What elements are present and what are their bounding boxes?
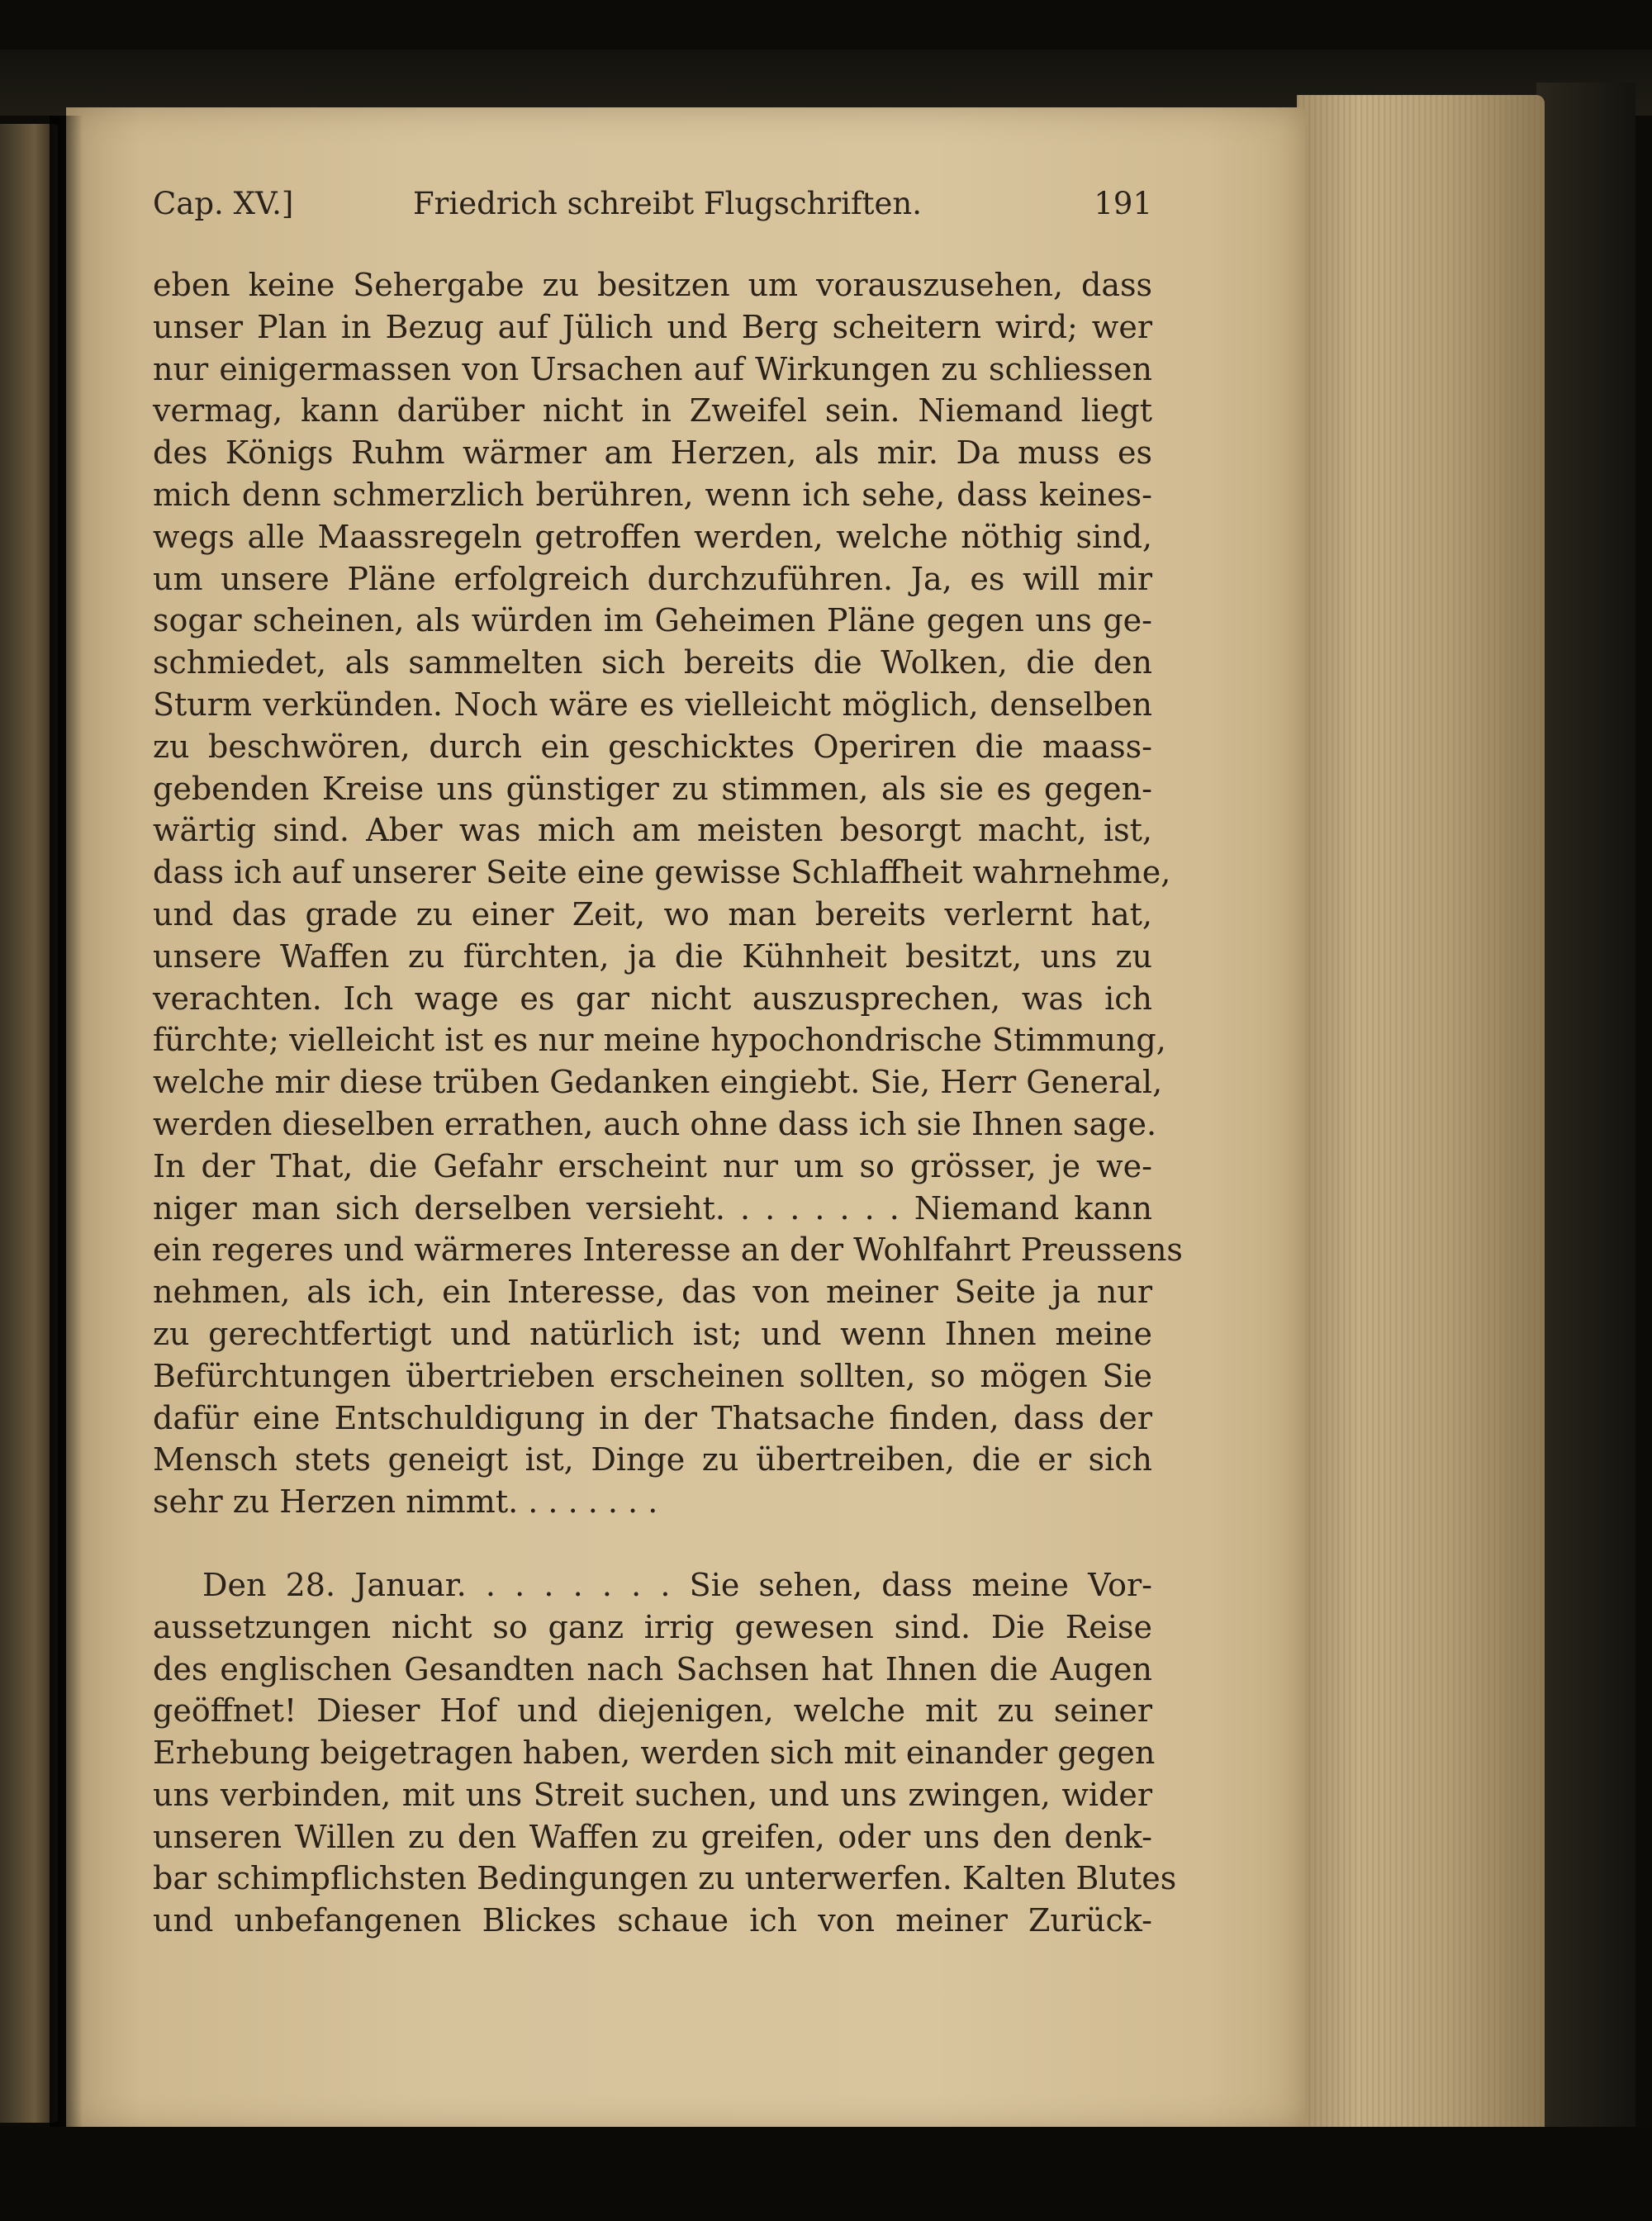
text-line: gebenden Kreise uns günstiger zu stimmen, als sie es gegen- <box>153 770 1152 807</box>
text-line: werden dieselben errathen, auch ohne dass ich sie Ihnen sage. <box>153 1105 1157 1142</box>
text-line: und das grade zu einer Zeit, wo man bereits verlernt hat, <box>153 895 1152 933</box>
paragraph-gap <box>153 1523 1152 1564</box>
text-line: vermag, kann darüber nicht in Zweifel sein. Niemand liegt <box>153 392 1152 429</box>
text-line: Erhebung beigetragen haben, werden sich mit einander gegen <box>153 1735 1156 1772</box>
text-line: aussetzungen nicht so ganz irrig gewesen sind. Die Reise <box>153 1608 1152 1645</box>
paragraph-1 <box>153 264 1183 1523</box>
text-line: des englischen Gesandten nach Sachsen hat Ihnen die Augen <box>153 1650 1152 1687</box>
paragraph-2 <box>153 1564 1177 1942</box>
text-line: unser Plan in Bezug auf Jülich und Berg scheitern wird; wer <box>153 308 1152 345</box>
background-bottom <box>0 2127 1652 2221</box>
text-line: uns verbinden, mit uns Streit suchen, und uns zwingen, wider <box>153 1776 1152 1813</box>
text-line: welche mir diese trüben Gedanken eingiebt. Sie, Herr General, <box>153 1064 1163 1101</box>
page-number: 191 <box>1094 186 1152 221</box>
text-line: Sturm verkünden. Noch wäre es vielleicht möglich, denselben <box>153 686 1152 723</box>
text-line: und unbefangenen Blickes schaue ich von meiner Zurück- <box>153 1902 1152 1939</box>
text-line: dafür eine Entschuldigung in der Thatsache finden, dass der <box>153 1399 1152 1436</box>
running-title: Friedrich schreibt Flugschriften. <box>413 186 923 221</box>
page-fore-edge <box>1297 95 1545 2135</box>
text-line: In der That, die Gefahr erscheint nur um so grösser, je we- <box>153 1147 1152 1184</box>
text-line: dass ich auf unserer Seite eine gewisse Schlaffheit wahrnehme, <box>153 854 1171 891</box>
running-header <box>153 186 1152 235</box>
text-line: eben keine Sehergabe zu besitzen um vorauszusehen, dass <box>153 267 1152 303</box>
text-line: nehmen, als ich, ein Interesse, das von meiner Seite ja nur <box>153 1274 1152 1311</box>
text-line: schmiedet, als sammelten sich bereits die Wolken, die den <box>153 644 1152 681</box>
text-line: geöffnet! Dieser Hof und diejenigen, welche mit zu seiner <box>153 1692 1152 1730</box>
text-line: sehr zu Herzen nimmt. . . . . . . . <box>153 1483 658 1521</box>
body-text <box>153 264 1183 1942</box>
text-line: unseren Willen zu den Waffen zu greifen, oder uns den denk- <box>153 1818 1152 1855</box>
text-line: Mensch stets geneigt ist, Dinge zu übertreiben, die er sich <box>153 1441 1152 1478</box>
text-line: sogar scheinen, als würden im Geheimen Pläne gegen uns ge- <box>153 602 1152 639</box>
text-line: des Königs Ruhm wärmer am Herzen, als mir. Da muss es <box>153 434 1152 472</box>
text-line: unsere Waffen zu fürchten, ja die Kühnheit besitzt, uns zu <box>153 937 1152 975</box>
book-cover-edge <box>1536 83 1635 2147</box>
text-line: nur einigermassen von Ursachen auf Wirkungen zu schliessen <box>153 350 1152 387</box>
text-line: wärtig sind. Aber was mich am meisten besorgt macht, ist, <box>153 812 1152 849</box>
text-line: Den 28. Januar. . . . . . . . Sie sehen, dass meine Vor- <box>202 1566 1152 1603</box>
text-line: um unsere Pläne erfolgreich durchzuführen. Ja, es will mir <box>153 560 1152 597</box>
text-line: wegs alle Maassregeln getroffen werden, welche nöthig sind, <box>153 518 1152 555</box>
text-line: verachten. Ich wage es gar nicht auszusprechen, was ich <box>153 980 1152 1017</box>
text-line: ein regeres und wärmeres Interesse an der Wohlfahrt Preussens <box>153 1232 1183 1269</box>
text-line: bar schimpflichsten Bedingungen zu unterwerfen. Kalten Blutes <box>153 1860 1177 1897</box>
text-line: fürchte; vielleicht ist es nur meine hypochondrische Stimmung, <box>153 1022 1166 1059</box>
text-line: niger man sich derselben versieht. . . . . . . . Niemand kann <box>153 1189 1152 1227</box>
text-line: zu beschwören, durch ein geschicktes Operiren die maass- <box>153 728 1152 765</box>
text-line: Befürchtungen übertrieben erscheinen sollten, so mögen Sie <box>153 1357 1152 1394</box>
text-line: mich denn schmerzlich berühren, wenn ich sehe, dass keines- <box>153 476 1152 513</box>
chapter-label: Cap. XV.] <box>153 186 294 221</box>
gutter-shadow <box>50 116 83 2131</box>
text-line: zu gerechtfertigt und natürlich ist; und wenn Ihnen meine <box>153 1315 1152 1352</box>
